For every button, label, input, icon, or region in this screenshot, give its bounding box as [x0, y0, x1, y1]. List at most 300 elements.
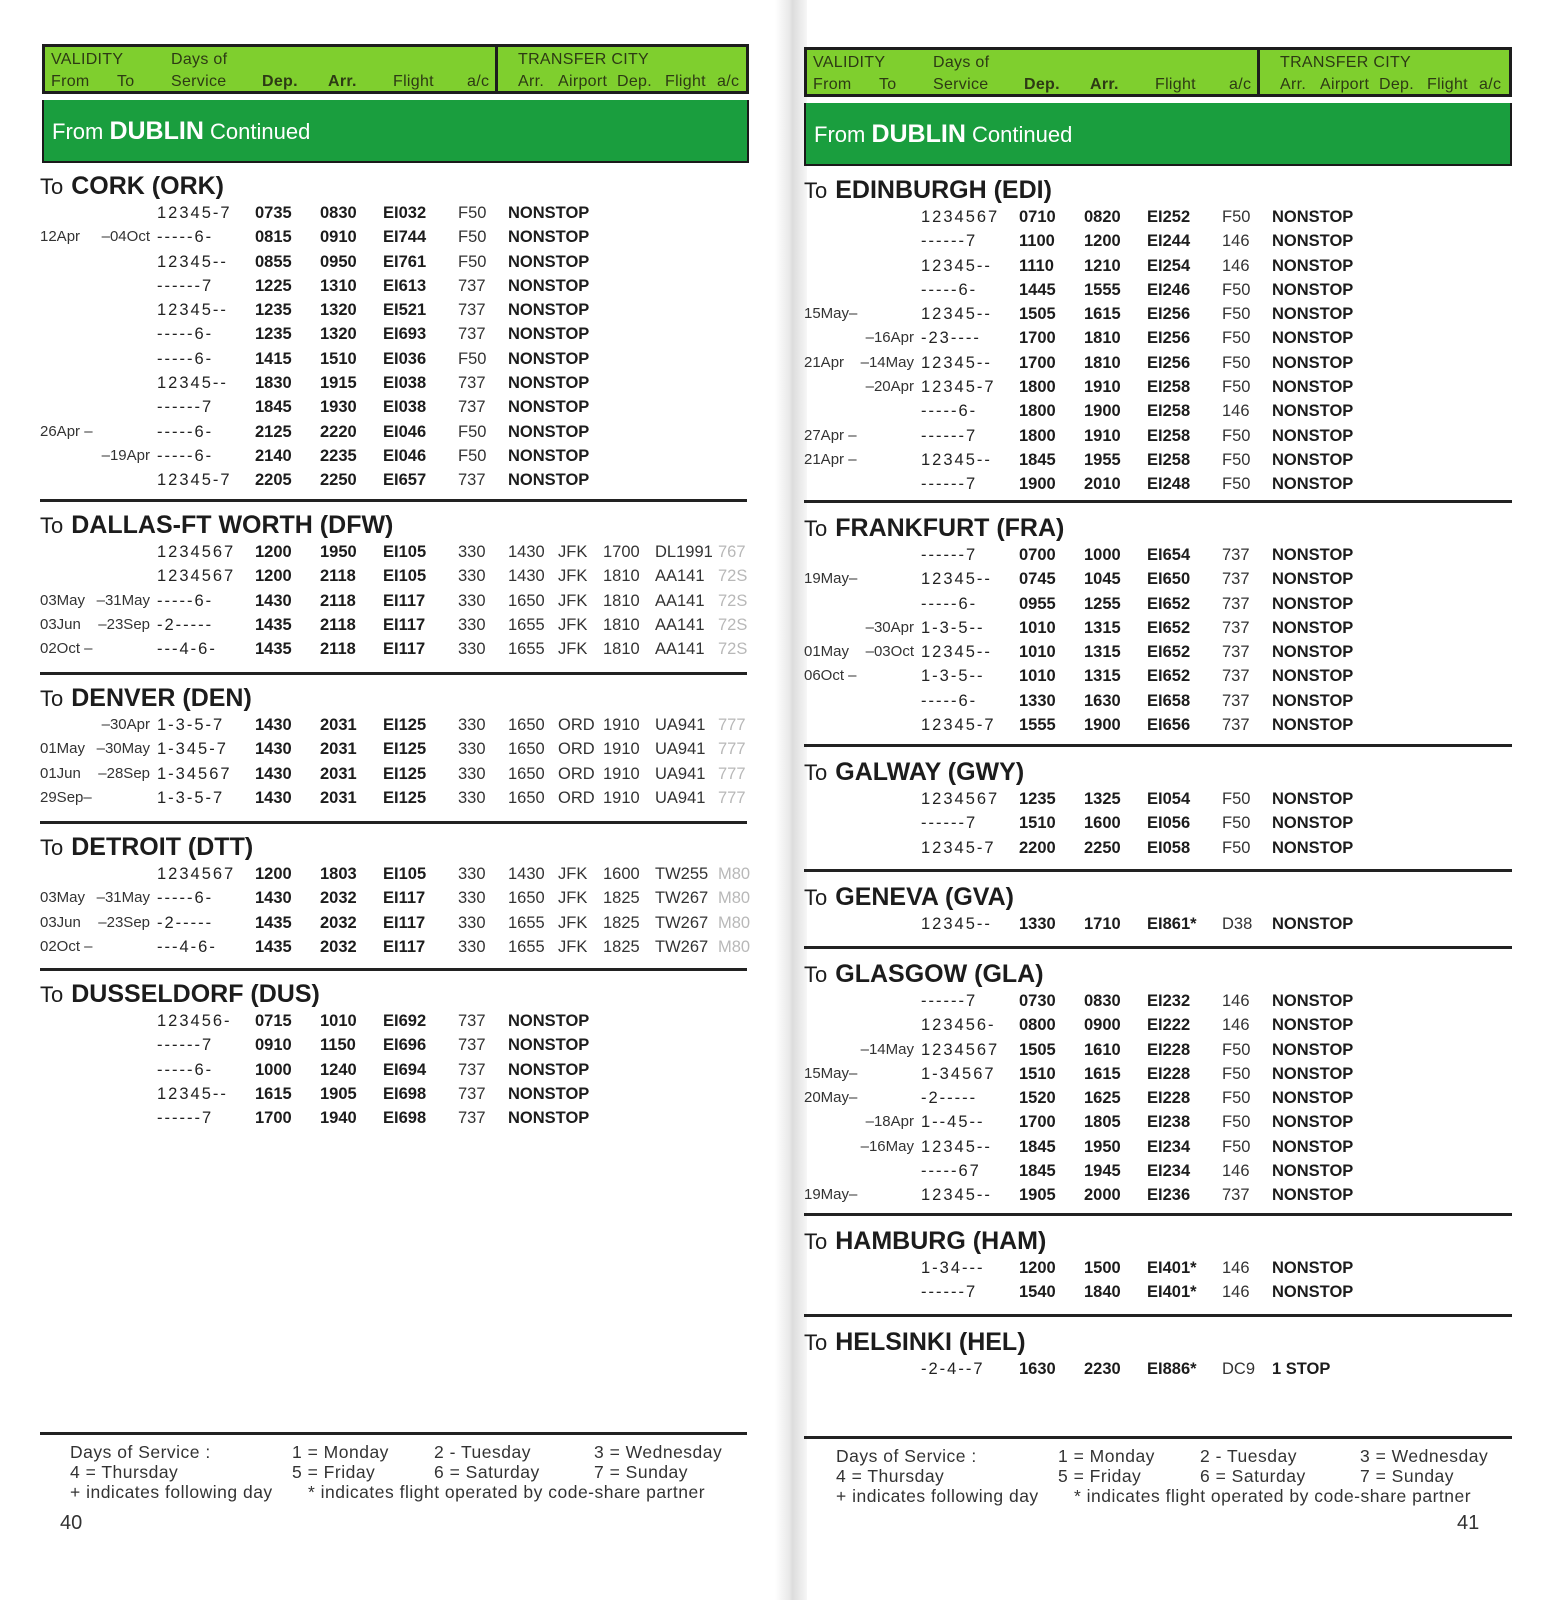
valid-from: 29Sep–	[40, 788, 92, 806]
arrival-time: 1810	[1084, 329, 1121, 348]
days-of-service: ------7	[921, 232, 978, 251]
arrival-time: 1950	[1084, 1137, 1121, 1156]
days-of-service: ---4-6-	[157, 640, 217, 659]
schedule-row	[40, 738, 747, 762]
departure-time: 1235	[1019, 790, 1056, 808]
schedule-row	[40, 1107, 747, 1131]
arrival-time: 1045	[1084, 570, 1121, 589]
arrival-time: 1930	[320, 398, 357, 417]
days-of-service: -----6-	[921, 594, 978, 613]
stops: NONSTOP	[1272, 450, 1354, 469]
aircraft-type: F50	[458, 349, 487, 368]
transfer-arrival: 1650	[508, 764, 545, 783]
destination-title	[804, 176, 1052, 205]
transfer-flight: UA941	[655, 740, 706, 759]
flight-number: EI658	[1147, 691, 1191, 710]
aircraft-type: F50	[1222, 475, 1251, 494]
legend-d5: 5 = Friday	[1058, 1466, 1142, 1486]
departure-time: 1110	[1019, 256, 1054, 275]
section-divider	[804, 1314, 1512, 1317]
section-divider	[40, 821, 747, 824]
departure-time: 1510	[1019, 1064, 1056, 1083]
departure-time: 1010	[1019, 618, 1056, 637]
schedule-row	[40, 348, 747, 372]
days-of-service: 1--45--	[921, 1113, 985, 1132]
schedule-row	[804, 1111, 1512, 1135]
to-label: To	[40, 835, 64, 860]
departure-time: 1800	[1019, 402, 1056, 421]
arrival-time: 2031	[320, 788, 357, 807]
arrival-time: 2032	[320, 937, 357, 956]
aircraft-type: 737	[458, 1084, 486, 1103]
transfer-departure: 1810	[603, 591, 640, 610]
flight-number: EI117	[383, 640, 426, 659]
valid-to: –23Sep	[98, 615, 150, 633]
hdr-t-airport: Airport	[1320, 76, 1370, 93]
aircraft-type: 146	[1222, 1283, 1250, 1302]
departure-time: 1845	[1019, 1162, 1056, 1181]
to-label: To	[804, 516, 828, 541]
to-label: To	[804, 178, 828, 203]
departure-time: 1900	[1019, 475, 1056, 494]
arrival-time: 1625	[1084, 1089, 1121, 1108]
flight-number: EI401*	[1147, 1283, 1197, 1302]
hdr-flight: Flight	[1155, 76, 1196, 93]
aircraft-type: 330	[458, 788, 486, 807]
arrival-time: 0910	[320, 228, 357, 247]
schedule-row	[40, 614, 747, 638]
stops: NONSTOP	[1272, 915, 1354, 933]
flight-number: EI254	[1147, 256, 1191, 275]
days-of-service: 12345--	[921, 643, 992, 662]
departure-time: 1845	[1019, 450, 1056, 469]
schedule-row	[804, 279, 1512, 303]
origin-band	[804, 103, 1512, 166]
aircraft-type: 330	[458, 937, 486, 956]
to-label: To	[804, 1330, 828, 1355]
schedule-row	[804, 690, 1512, 714]
arrival-time: 1315	[1084, 643, 1121, 662]
schedule-row	[804, 425, 1512, 449]
to-label: To	[804, 962, 828, 987]
schedule-row	[40, 638, 747, 662]
transfer-arrival: 1650	[508, 740, 545, 759]
aircraft-type: F50	[458, 252, 487, 271]
destination-name: DETROIT (DTT)	[71, 833, 254, 861]
days-of-service: 1234567	[157, 543, 236, 561]
legend-d5: 5 = Friday	[292, 1462, 376, 1482]
arrival-time: 2250	[320, 471, 357, 490]
hdr-flight: Flight	[393, 73, 434, 90]
schedule-rows	[804, 206, 1512, 498]
departure-time: 1510	[1019, 814, 1056, 833]
arrival-time: 2118	[320, 567, 356, 586]
departure-time: 1430	[255, 740, 292, 759]
transfer-departure: 1810	[603, 615, 640, 634]
schedule-rows	[804, 1257, 1512, 1306]
stops: NONSTOP	[508, 1060, 590, 1079]
hdr-service: Service	[933, 76, 989, 93]
aircraft-type: F50	[1222, 1113, 1251, 1132]
departure-time: 1000	[255, 1060, 292, 1079]
schedule-row	[40, 887, 751, 911]
destination-name: FRANKFURT (FRA)	[835, 514, 1065, 542]
transfer-flight: TW255	[655, 865, 709, 883]
schedule-row	[804, 593, 1512, 617]
aircraft-type: 330	[458, 567, 486, 586]
aircraft-type: 737	[1222, 570, 1250, 589]
stops: NONSTOP	[1272, 208, 1354, 226]
transfer-airport: ORD	[558, 764, 595, 783]
departure-time: 1615	[255, 1084, 292, 1103]
arrival-time: 1900	[1084, 716, 1121, 735]
valid-to: –14May	[860, 1040, 914, 1058]
valid-to: –23Sep	[98, 913, 150, 931]
stops: NONSTOP	[508, 1012, 590, 1030]
flight-number: EI698	[383, 1109, 427, 1128]
days-of-service: -23----	[921, 329, 981, 348]
days-of-service: -----6-	[157, 228, 214, 247]
hdr-transfer-city: TRANSFER CITY	[518, 51, 650, 68]
transfer-aircraft: 72S	[718, 567, 748, 586]
valid-from: 03May	[40, 591, 86, 609]
stops: NONSTOP	[508, 1084, 590, 1103]
days-of-service: 1234567	[921, 790, 1000, 808]
section-divider	[40, 499, 747, 502]
schedule-row	[804, 1257, 1512, 1281]
arrival-time: 1610	[1084, 1040, 1121, 1059]
hdr-dep: Dep.	[262, 73, 298, 90]
stops: NONSTOP	[1272, 1186, 1354, 1205]
valid-to: –30Apr	[101, 716, 150, 733]
departure-time: 0715	[255, 1012, 292, 1030]
schedule-rows	[804, 544, 1512, 738]
transfer-airport: ORD	[558, 716, 595, 734]
destination-name: CORK (ORK)	[71, 172, 225, 200]
departure-time: 2200	[1019, 838, 1056, 857]
destination-name: GLASGOW (GLA)	[835, 960, 1044, 988]
valid-from: 03Jun	[40, 913, 81, 931]
departure-time: 1235	[255, 301, 292, 320]
schedule-row	[804, 617, 1512, 641]
transfer-flight: UA941	[655, 788, 706, 807]
valid-from: 15May–	[804, 305, 858, 323]
valid-from: 01May	[40, 740, 86, 758]
hdr-t-flight: Flight	[665, 73, 706, 90]
flight-number: EI244	[1147, 232, 1191, 251]
arrival-time: 1310	[320, 276, 357, 295]
departure-time: 1700	[1019, 353, 1056, 372]
days-of-service: 1-3-5--	[921, 667, 985, 686]
flight-number: EI117	[383, 913, 426, 932]
legend-plus: + indicates following day	[70, 1482, 273, 1502]
departure-time: 1700	[1019, 329, 1056, 348]
aircraft-type: F50	[1222, 353, 1251, 372]
aircraft-type: F50	[458, 228, 487, 247]
band-city: DUBLIN	[109, 117, 204, 145]
aircraft-type: 146	[1222, 1016, 1250, 1035]
arrival-time: 2031	[320, 716, 357, 734]
hdr-t-ac: a/c	[717, 73, 740, 90]
arrival-time: 2032	[320, 913, 357, 932]
schedule-row	[804, 1039, 1512, 1063]
legend-d1: 1 = Monday	[1058, 1446, 1155, 1466]
arrival-time: 1803	[320, 865, 357, 883]
schedule-row	[40, 469, 747, 493]
schedule-row	[804, 1184, 1512, 1208]
schedule-row	[40, 936, 751, 960]
stops: NONSTOP	[1272, 1283, 1354, 1302]
schedule-row	[40, 251, 747, 275]
flight-number: EI861*	[1147, 915, 1197, 933]
flight-number: EI613	[383, 276, 427, 295]
transfer-aircraft: M80	[718, 913, 751, 932]
departure-time: 0700	[1019, 546, 1056, 564]
band-city: DUBLIN	[871, 120, 966, 148]
valid-from: 03Jun	[40, 615, 81, 633]
section-divider	[40, 968, 747, 971]
aircraft-type: F50	[1222, 280, 1251, 299]
departure-time: 1830	[255, 374, 292, 393]
flight-number: EI652	[1147, 667, 1191, 686]
stops: NONSTOP	[508, 398, 590, 417]
arrival-time: 0900	[1084, 1016, 1121, 1035]
flight-number: EI657	[383, 471, 427, 490]
transfer-aircraft: 72S	[718, 640, 748, 659]
flight-number: EI117	[383, 615, 426, 634]
schedule-row	[804, 1160, 1512, 1184]
days-of-service: 1234567	[157, 865, 236, 883]
schedule-row	[804, 303, 1512, 327]
arrival-time: 1940	[320, 1109, 357, 1128]
arrival-time: 2010	[1084, 475, 1121, 494]
arrival-time: 1910	[1084, 378, 1121, 397]
days-of-service: -----6-	[921, 402, 978, 421]
aircraft-type: 330	[458, 543, 486, 561]
departure-time: 1430	[255, 591, 292, 610]
aircraft-type: 737	[1222, 667, 1250, 686]
arrival-time: 0830	[1084, 992, 1121, 1010]
schedule-row	[804, 837, 1512, 861]
arrival-time: 1950	[320, 543, 357, 561]
schedule-row	[40, 763, 747, 787]
valid-from: 26Apr –	[40, 422, 93, 440]
days-of-service: ------7	[157, 1109, 214, 1128]
flight-number: EI692	[383, 1012, 427, 1030]
days-of-service: -----6-	[921, 280, 978, 299]
days-of-service: 12345--	[921, 1186, 992, 1205]
legend-title: Days of Service :	[70, 1442, 211, 1462]
aircraft-type: 330	[458, 889, 486, 908]
schedule-rows	[804, 990, 1512, 1209]
transfer-aircraft: 777	[718, 716, 746, 734]
arrival-time: 1615	[1084, 305, 1121, 324]
transfer-flight: TW267	[655, 889, 709, 908]
transfer-arrival: 1650	[508, 716, 545, 734]
destination-title	[804, 758, 1024, 787]
transfer-aircraft: 72S	[718, 591, 748, 610]
flight-number: EI228	[1147, 1040, 1191, 1059]
schedule-row	[804, 568, 1512, 592]
aircraft-type: 146	[1222, 232, 1250, 251]
flight-number: EI056	[1147, 814, 1191, 833]
valid-from: 19May–	[804, 570, 858, 588]
footer-legend	[836, 1446, 1536, 1516]
to-label: To	[40, 174, 64, 199]
days-of-service: -----6-	[157, 325, 214, 344]
aircraft-type: 330	[458, 615, 486, 634]
destination-name: DALLAS-FT WORTH (DFW)	[71, 511, 394, 539]
transfer-aircraft: 777	[718, 740, 746, 759]
transfer-aircraft: 72S	[718, 615, 748, 634]
flight-number: EI256	[1147, 329, 1191, 348]
valid-to: –18Apr	[865, 1113, 914, 1131]
arrival-time: 2118	[320, 640, 356, 659]
flight-number: EI038	[383, 398, 427, 417]
stops: NONSTOP	[1272, 716, 1354, 735]
flight-number: EI032	[383, 204, 427, 222]
legend-star: * indicates flight operated by code-share partner	[1074, 1486, 1472, 1506]
schedule-row	[804, 913, 1512, 937]
hdr-dep: Dep.	[1024, 76, 1060, 93]
schedule-row	[804, 327, 1512, 351]
departure-time: 1555	[1019, 716, 1056, 735]
flight-number: EI117	[383, 937, 426, 956]
flight-number: EI744	[383, 228, 427, 247]
departure-time: 1700	[255, 1109, 292, 1128]
departure-time: 0710	[1019, 208, 1056, 226]
footer-rule	[40, 1432, 747, 1435]
departure-time: 1200	[255, 865, 292, 883]
schedule-row	[804, 1014, 1512, 1038]
valid-from: 15May–	[804, 1064, 858, 1082]
schedule-row	[804, 714, 1512, 738]
schedule-row	[40, 445, 747, 469]
schedule-row	[40, 275, 747, 299]
days-of-service: 12345--	[157, 252, 228, 271]
schedule-row	[804, 400, 1512, 424]
arrival-time: 2118	[320, 591, 356, 610]
departure-time: 1225	[255, 276, 292, 295]
transfer-flight: AA141	[655, 615, 705, 634]
stops: NONSTOP	[1272, 305, 1354, 324]
departure-time: 1330	[1019, 691, 1056, 710]
schedule-row	[40, 372, 747, 396]
stops: NONSTOP	[1272, 256, 1354, 275]
days-of-service: 12345--	[157, 301, 228, 320]
aircraft-type: DC9	[1222, 1360, 1256, 1378]
days-of-service: 12345-7	[921, 716, 996, 735]
stops: NONSTOP	[1272, 1137, 1354, 1156]
departure-time: 1435	[255, 640, 292, 659]
schedule-row	[804, 1358, 1512, 1382]
stops: NONSTOP	[1272, 426, 1354, 445]
arrival-time: 0950	[320, 252, 357, 271]
legend-plus: + indicates following day	[836, 1486, 1039, 1506]
schedule-row	[804, 255, 1512, 279]
departure-time: 1415	[255, 349, 292, 368]
hdr-ac: a/c	[467, 73, 490, 90]
aircraft-type: F50	[1222, 1040, 1251, 1059]
destination-name: DENVER (DEN)	[71, 684, 252, 712]
departure-time: 1330	[1019, 915, 1056, 933]
stops: NONSTOP	[1272, 1162, 1354, 1181]
hdr-t-arr: Arr.	[518, 73, 545, 90]
stops: NONSTOP	[1272, 546, 1354, 564]
aircraft-type: 737	[458, 1012, 486, 1030]
arrival-time: 1255	[1084, 594, 1121, 613]
departure-time: 0800	[1019, 1016, 1056, 1035]
aircraft-type: 330	[458, 764, 486, 783]
stops: NONSTOP	[1272, 378, 1354, 397]
arrival-time: 2235	[320, 446, 357, 465]
arrival-time: 1320	[320, 325, 357, 344]
legend-star: * indicates flight operated by code-share partner	[308, 1482, 706, 1502]
flight-number: EI228	[1147, 1064, 1191, 1083]
days-of-service: -2-----	[157, 913, 214, 932]
book-gutter	[775, 0, 807, 1600]
transfer-aircraft: 767	[718, 543, 746, 561]
stops: NONSTOP	[508, 252, 590, 271]
flight-number: EI246	[1147, 280, 1191, 299]
valid-to: –16May	[860, 1137, 914, 1155]
schedule-row	[804, 473, 1512, 497]
aircraft-type: 146	[1222, 1162, 1250, 1181]
days-of-service: -----6-	[157, 349, 214, 368]
departure-time: 1010	[1019, 643, 1056, 662]
flight-number: EI117	[383, 889, 426, 908]
schedule-rows	[804, 1358, 1512, 1382]
valid-from: 06Oct –	[804, 667, 857, 685]
valid-from: 21Apr	[804, 353, 845, 371]
arrival-time: 1210	[1084, 256, 1121, 275]
hdr-validity: VALIDITY	[51, 51, 124, 68]
destination-name: GALWAY (GWY)	[835, 758, 1025, 786]
transfer-flight: UA941	[655, 764, 706, 783]
arrival-time: 1315	[1084, 618, 1121, 637]
stops: NONSTOP	[508, 1109, 590, 1128]
days-of-service: -----6-	[157, 591, 214, 610]
stops: NONSTOP	[1272, 1113, 1354, 1132]
transfer-airport: JFK	[558, 543, 588, 561]
aircraft-type: 330	[458, 640, 486, 659]
departure-time: 0955	[1019, 594, 1056, 613]
aircraft-type: F50	[1222, 208, 1251, 226]
flight-number: EI654	[1147, 546, 1191, 564]
arrival-time: 1905	[320, 1084, 357, 1103]
valid-to: –31May	[96, 591, 150, 609]
schedule-row	[40, 714, 747, 738]
stops: NONSTOP	[1272, 691, 1354, 710]
schedule-rows	[40, 1010, 747, 1131]
arrival-time: 1150	[320, 1036, 356, 1055]
aircraft-type: F50	[1222, 305, 1251, 324]
flight-number: EI036	[383, 349, 427, 368]
aircraft-type: 330	[458, 591, 486, 610]
days-of-service: 1-3-5-7	[157, 716, 225, 734]
transfer-departure: 1600	[603, 865, 640, 883]
aircraft-type: 330	[458, 913, 486, 932]
hdr-validity: VALIDITY	[813, 54, 886, 71]
days-of-service: -2-4--7	[921, 1360, 985, 1378]
transfer-flight: AA141	[655, 640, 705, 659]
arrival-time: 1200	[1084, 232, 1121, 251]
stops: NONSTOP	[1272, 594, 1354, 613]
days-of-service: 12345-7	[921, 378, 996, 397]
departure-time: 0855	[255, 252, 292, 271]
flight-number: EI656	[1147, 716, 1191, 735]
schedule-rows	[40, 541, 747, 662]
